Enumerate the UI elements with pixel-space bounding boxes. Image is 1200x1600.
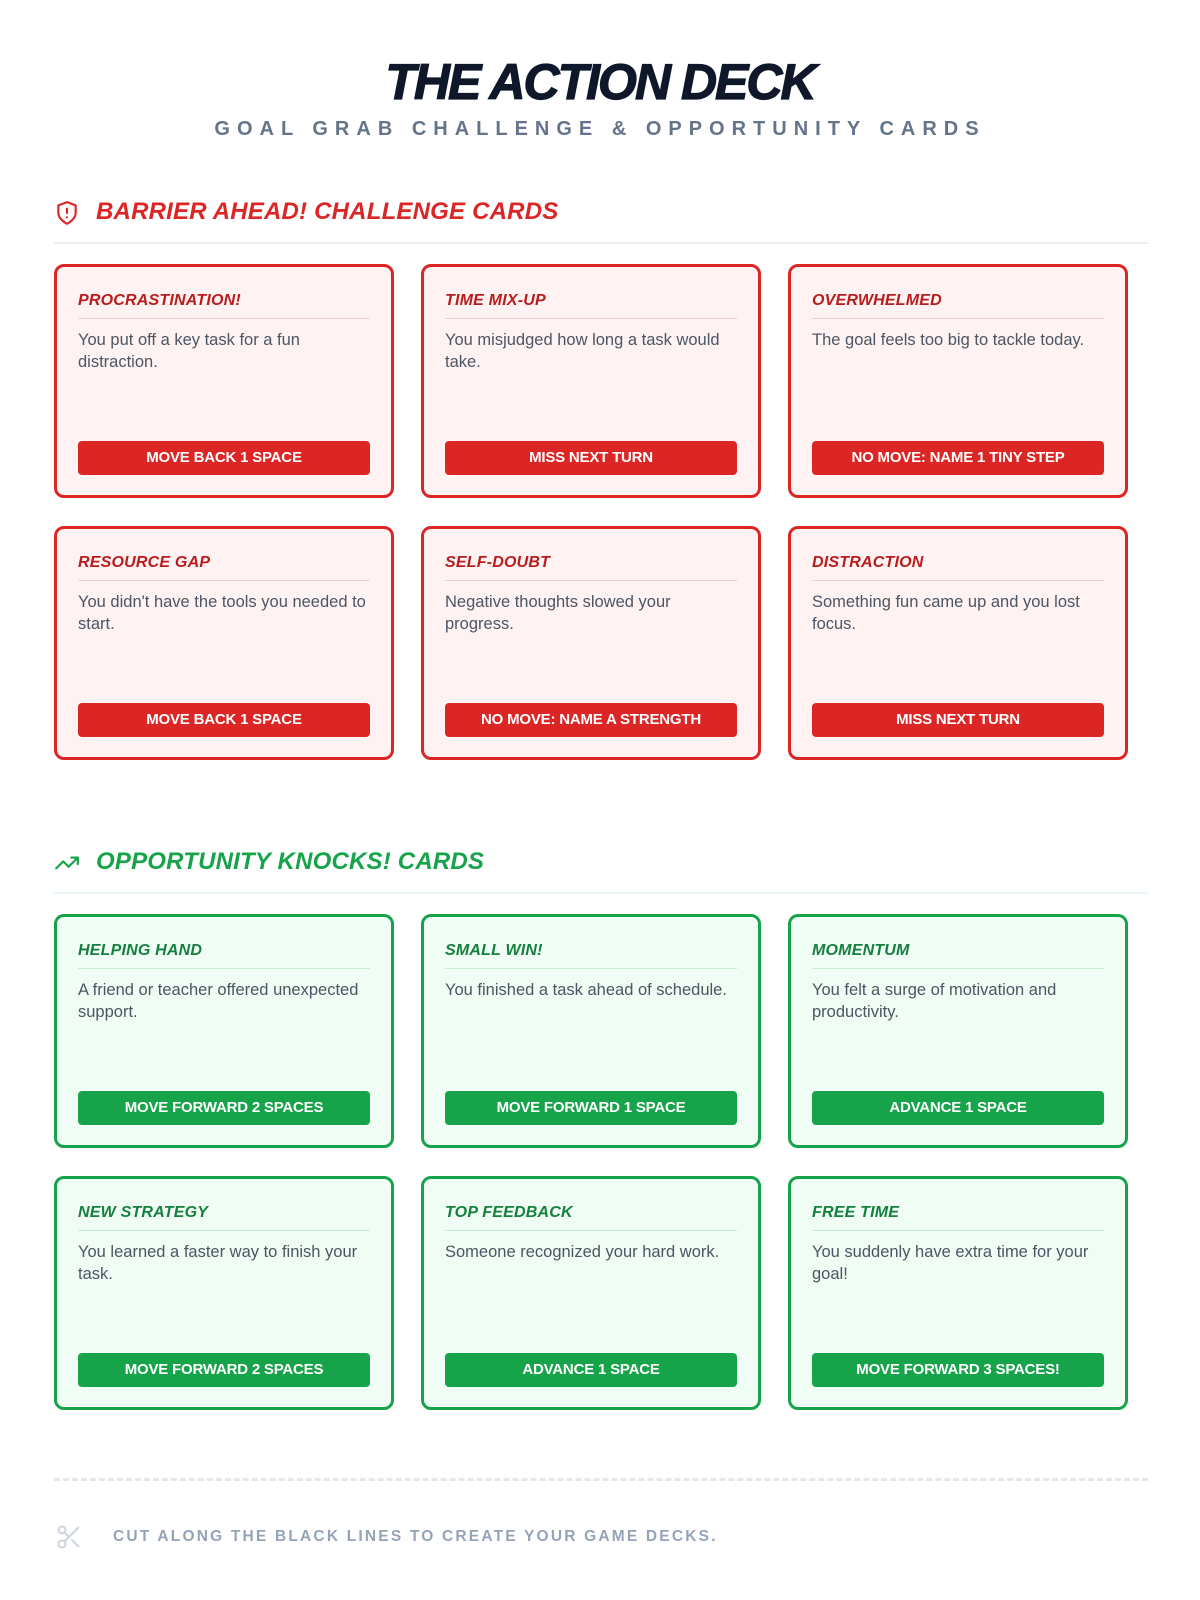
- footer-instructions: CUT ALONG THE BLACK LINES TO CREATE YOUR GAME DECKS.: [113, 1528, 718, 1545]
- card-text: You put off a key task for a fun distraction.: [78, 331, 300, 371]
- card-title: TIME MIX-UP: [445, 291, 737, 319]
- challenge-card[interactable]: [54, 526, 394, 760]
- card-title: OVERWHELMED: [812, 291, 1104, 319]
- card-title: RESOURCE GAP: [78, 553, 370, 581]
- card-text: You finished a task ahead of schedule.: [445, 981, 727, 999]
- card-title: SMALL WIN!: [445, 941, 737, 969]
- card-title: HELPING HAND: [78, 941, 370, 969]
- card-title: DISTRACTION: [812, 553, 1104, 581]
- card-text: The goal feels too big to tackle today.: [812, 331, 1085, 349]
- opportunity-card[interactable]: [421, 914, 761, 1148]
- card-title: FREE TIME: [812, 1203, 1104, 1231]
- trending-up-icon: [54, 850, 80, 876]
- challenge-card-grid: [54, 264, 1148, 760]
- card-action: MOVE FORWARD 2 SPACES: [78, 1091, 370, 1125]
- cut-line-divider: [54, 1478, 1148, 1481]
- challenge-card[interactable]: [788, 264, 1128, 498]
- card-text: Negative thoughts slowed your progress.: [445, 593, 671, 633]
- challenge-card[interactable]: [421, 264, 761, 498]
- scissors-icon: [55, 1523, 83, 1551]
- card-action: MOVE FORWARD 3 SPACES!: [812, 1353, 1104, 1387]
- page-header: [0, 52, 1200, 142]
- opportunity-card[interactable]: [421, 1176, 761, 1410]
- card-action: MISS NEXT TURN: [445, 441, 737, 475]
- challenge-section-title: BARRIER AHEAD! CHALLENGE CARDS: [96, 198, 559, 225]
- card-action: MOVE FORWARD 2 SPACES: [78, 1353, 370, 1387]
- card-title: TOP FEEDBACK: [445, 1203, 737, 1231]
- opportunity-card-grid: [54, 914, 1148, 1410]
- opportunity-card[interactable]: [54, 1176, 394, 1410]
- page-title: THE ACTION DECK: [385, 54, 815, 110]
- card-text: You felt a surge of motivation and productivity.: [812, 981, 1057, 1021]
- card-title: NEW STRATEGY: [78, 1203, 370, 1231]
- challenge-card[interactable]: [421, 526, 761, 760]
- card-action: NO MOVE: NAME 1 TINY STEP: [812, 441, 1104, 475]
- card-text: You learned a faster way to finish your task.: [78, 1243, 358, 1283]
- opportunity-section-title: OPPORTUNITY KNOCKS! CARDS: [96, 848, 485, 875]
- card-action: NO MOVE: NAME A STRENGTH: [445, 703, 737, 737]
- shield-alert-icon: [54, 200, 80, 226]
- card-action: MISS NEXT TURN: [812, 703, 1104, 737]
- card-action: MOVE FORWARD 1 SPACE: [445, 1091, 737, 1125]
- card-action: ADVANCE 1 SPACE: [812, 1091, 1104, 1125]
- card-title: PROCRASTINATION!: [78, 291, 370, 319]
- card-text: Something fun came up and you lost focus.: [812, 593, 1080, 633]
- card-text: A friend or teacher offered unexpected support.: [78, 981, 359, 1021]
- challenge-card[interactable]: [788, 526, 1128, 760]
- card-text: You misjudged how long a task would take.: [445, 331, 720, 371]
- card-title: SELF-DOUBT: [445, 553, 737, 581]
- challenge-section-header: [54, 196, 1148, 244]
- opportunity-card[interactable]: [788, 1176, 1128, 1410]
- page-subtitle: GOAL GRAB CHALLENGE & OPPORTUNITY CARDS: [214, 118, 986, 140]
- card-action: MOVE BACK 1 SPACE: [78, 703, 370, 737]
- card-title: MOMENTUM: [812, 941, 1104, 969]
- card-text: You didn't have the tools you needed to start.: [78, 593, 366, 633]
- opportunity-section-header: [54, 846, 1148, 894]
- challenge-card[interactable]: [54, 264, 394, 498]
- card-action: ADVANCE 1 SPACE: [445, 1353, 737, 1387]
- card-text: You suddenly have extra time for your goal!: [812, 1243, 1089, 1283]
- card-text: Someone recognized your hard work.: [445, 1243, 720, 1261]
- opportunity-card[interactable]: [54, 914, 394, 1148]
- card-action: MOVE BACK 1 SPACE: [78, 441, 370, 475]
- opportunity-card[interactable]: [788, 914, 1128, 1148]
